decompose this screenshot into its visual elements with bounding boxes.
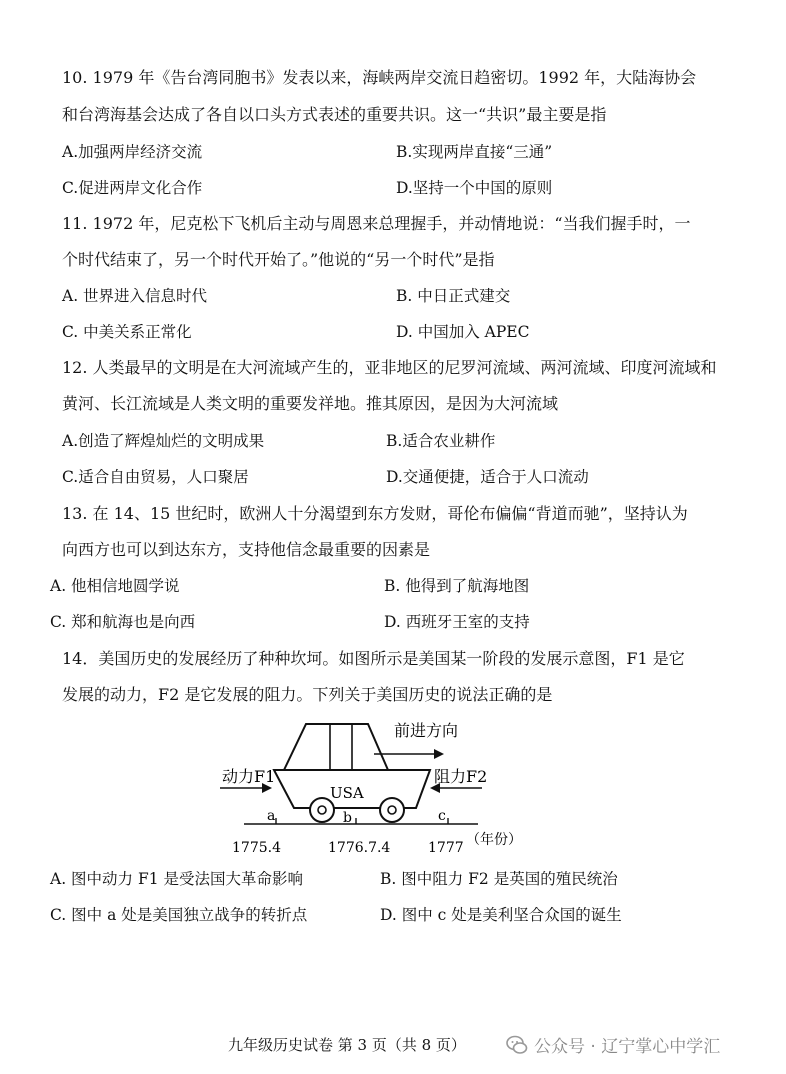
force-f2-label: 阻力F2 xyxy=(434,767,488,786)
q10-stem-line2: 和台湾海基会达成了各自以口头方式表述的重要共识。这一“共识”最主要是指 xyxy=(62,105,607,124)
q14-option-a: A. 图中动力 F1 是受法国大革命影响 xyxy=(50,870,304,888)
car-label: USA xyxy=(330,784,364,802)
point-b-label: b xyxy=(343,810,352,826)
q11-stem-line1: 11. 1972 年，尼克松下飞机后主动与周恩来总理握手，并动情地说：“当我们握手时，一 xyxy=(62,214,691,233)
point-c-label: c xyxy=(438,808,446,824)
q10-option-c: C.促进两岸文化合作 xyxy=(62,179,203,197)
q14-stem-line2: 发展的动力，F2 是它发展的阻力。下列关于美国历史的说法正确的是 xyxy=(62,685,553,704)
q11-option-d: D. 中国加入 APEC xyxy=(396,323,530,341)
q13-option-a: A. 他相信地圆学说 xyxy=(50,577,180,595)
q10-option-a: A.加强两岸经济交流 xyxy=(62,143,203,161)
wechat-icon xyxy=(506,1034,528,1056)
usa-development-diagram xyxy=(210,714,540,862)
q12-stem-line1: 12. 人类最早的文明是在大河流域产生的，亚非地区的尼罗河流域、两河流域、印度河流域和 xyxy=(62,358,717,377)
q13-option-d: D. 西班牙王室的支持 xyxy=(384,613,530,631)
q10-option-b: B.实现两岸直接“三通” xyxy=(396,143,553,161)
point-a-label: a xyxy=(267,808,276,824)
q11-option-c: C. 中美关系正常化 xyxy=(62,323,192,341)
q13-option-b: B. 他得到了航海地图 xyxy=(384,577,530,595)
q10-option-d: D.坚持一个中国的原则 xyxy=(396,179,553,197)
force-f1-label: 动力F1 xyxy=(222,767,276,786)
car-wheel-right-hub xyxy=(388,806,396,814)
q12-option-a: A.创造了辉煌灿烂的文明成果 xyxy=(62,432,265,450)
date-a-label: 1775.4 xyxy=(232,840,281,856)
direction-label: 前进方向 xyxy=(394,721,459,740)
q14-stem-line1: 14．美国历史的发展经历了种种坎坷。如图所示是美国某一阶段的发展示意图，F1 是它 xyxy=(62,649,685,668)
q14-option-d: D. 图中 c 处是美利坚合众国的诞生 xyxy=(380,906,622,924)
axis-unit-label: （年份） xyxy=(466,832,522,848)
q12-stem-line2: 黄河、长江流域是人类文明的重要发祥地。推其原因，是因为大河流域 xyxy=(62,394,559,413)
watermark xyxy=(506,1032,720,1057)
q12-option-c: C.适合自由贸易，人口聚居 xyxy=(62,468,249,486)
page-footer: 九年级历史试卷 第 3 页（共 8 页） xyxy=(228,1036,466,1054)
q13-stem-line2: 向西方也可以到达东方，支持他信念最重要的因素是 xyxy=(62,540,431,559)
q14-option-c: C. 图中 a 处是美国独立战争的转折点 xyxy=(50,906,308,924)
watermark-text: 公众号 · 辽宁掌心中学汇 xyxy=(534,1037,721,1057)
q11-stem-line2: 个时代结束了，另一个时代开始了。”他说的“另一个时代”是指 xyxy=(62,250,495,269)
car-wheel-left-hub xyxy=(318,806,326,814)
q11-option-a: A. 世界进入信息时代 xyxy=(62,287,208,305)
q14-option-b: B. 图中阻力 F2 是英国的殖民统治 xyxy=(380,870,618,888)
direction-arrowhead xyxy=(434,749,444,759)
q13-option-c: C. 郑和航海也是向西 xyxy=(50,613,196,631)
date-c-label: 1777 xyxy=(428,840,464,856)
q12-option-d: D.交通便捷，适合于人口流动 xyxy=(386,468,589,486)
car-roof xyxy=(284,724,388,770)
q11-option-b: B. 中日正式建交 xyxy=(396,287,511,305)
q12-option-b: B.适合农业耕作 xyxy=(386,432,496,450)
q10-stem-line1: 10. 1979 年《告台湾同胞书》发表以来，海峡两岸交流日趋密切。1992 年，大陆海协会 xyxy=(62,68,697,87)
q13-stem-line1: 13. 在 14、15 世纪时，欧洲人十分渴望到东方发财，哥伦布偏偏“背道而驰”，坚持认为 xyxy=(62,504,688,523)
date-b-label: 1776.7.4 xyxy=(328,840,391,856)
